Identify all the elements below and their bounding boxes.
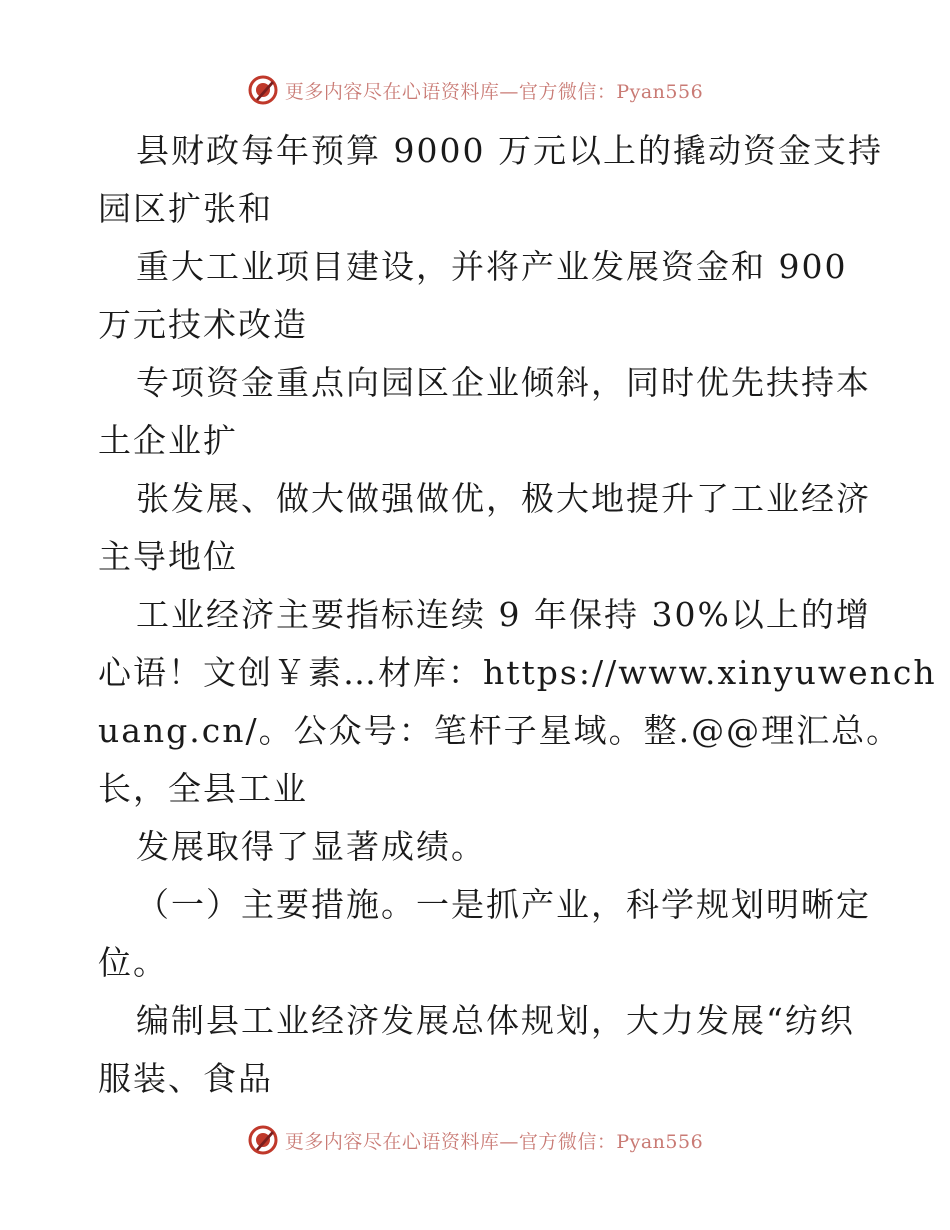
body-line: （一）主要措施。一是抓产业，科学规划明晰定 bbox=[136, 885, 871, 924]
body-line: 长，全县工业 bbox=[98, 769, 308, 808]
body-line: 心语！文创￥素…材库：https://www.xinyuwench bbox=[98, 653, 937, 692]
body-line: 工业经济主要指标连续 9 年保持 30%以上的增 bbox=[136, 595, 871, 634]
footer-watermark-banner bbox=[0, 1122, 950, 1158]
quill-seal-icon bbox=[247, 1124, 279, 1156]
body-line: 位。 bbox=[98, 943, 168, 982]
document-body bbox=[98, 122, 937, 1108]
header-watermark-text: 更多内容尽在心语资料库—官方微信：Pyan556 bbox=[284, 80, 704, 103]
body-line: 专项资金重点向园区企业倾斜，同时优先扶持本 bbox=[136, 363, 871, 402]
body-line: 县财政每年预算 9000 万元以上的撬动资金支持 bbox=[136, 131, 883, 170]
body-line: 土企业扩 bbox=[98, 421, 238, 460]
body-line: 张发展、做大做强做优，极大地提升了工业经济 bbox=[136, 479, 871, 518]
body-line: 服装、食品 bbox=[98, 1059, 273, 1098]
body-line: 重大工业项目建设，并将产业发展资金和 900 bbox=[136, 247, 848, 286]
body-line: 园区扩张和 bbox=[98, 189, 273, 228]
footer-watermark-text: 更多内容尽在心语资料库—官方微信：Pyan556 bbox=[284, 1130, 704, 1153]
body-line: 万元技术改造 bbox=[98, 305, 308, 344]
header-watermark-banner bbox=[0, 72, 950, 108]
body-line: 编制县工业经济发展总体规划，大力发展“纺织 bbox=[136, 1001, 855, 1040]
body-line: 主导地位 bbox=[98, 537, 238, 576]
body-line: 发展取得了显著成绩。 bbox=[136, 827, 486, 866]
body-line: uang.cn/。公众号：笔杆子星域。整.@@理汇总。 bbox=[98, 711, 902, 750]
quill-seal-icon bbox=[247, 74, 279, 106]
